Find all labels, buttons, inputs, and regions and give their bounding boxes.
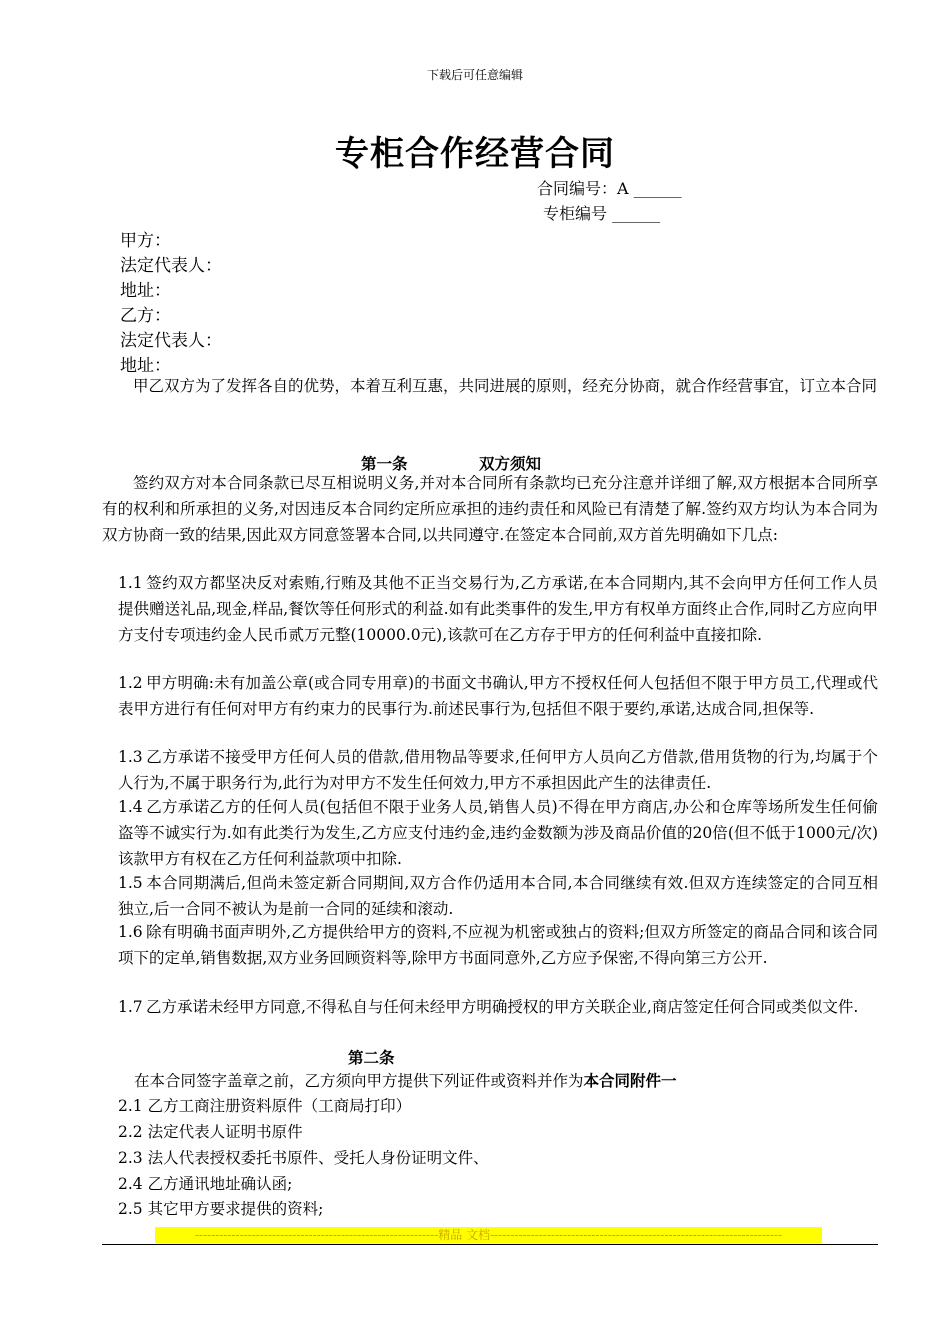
clause-text: 甲方明确:未有加盖公章(或合同专用章)的书面文书确认,甲方不授权任何人包括但不限于甲方员工,代理或代表甲方进行有任何对甲方有约束力的民事行为.前述民事行为,包括但不限于要约,承诺,达成合同,担保等. (118, 674, 878, 718)
clause-1-4 (118, 794, 878, 872)
party-b-representative: 法定代表人： (120, 331, 222, 351)
article2-intro (134, 1068, 677, 1094)
clause-number: 1.2 (118, 674, 143, 692)
clause-number: 1.4 (118, 798, 143, 816)
party-a-representative: 法定代表人： (120, 256, 222, 276)
article2-item-2-3: 2.3 法人代表授权委托书原件、受托人身份证明文件、 (118, 1149, 489, 1167)
article1-subheading: 双方须知 (479, 454, 542, 473)
clause-text: 乙方承诺乙方的任何人员(包括但不限于业务人员,销售人员)不得在甲方商店,办公和仓库等场所发生任何偷盗等不诚实行为.如有此类行为发生,乙方应支付违约金,违约金数额为涉及商品价值的20倍(但不低于1000元/次)该款甲方有权在乙方任何利益款项中扣除. (118, 798, 878, 868)
clause-text: 乙方承诺未经甲方同意,不得私自与任何未经甲方明确授权的甲方关联企业,商店签定任何合同或类似文件. (146, 998, 859, 1016)
clause-1-6 (118, 919, 878, 971)
clause-number: 1.5 (118, 874, 143, 892)
clause-text: 签约双方都坚决反对索贿,行贿及其他不正当交易行为,乙方承诺,在本合同期内,其不会向甲方任何工作人员提供赠送礼品,现金,样品,餐饮等任何形式的利益.如有此类事件的发生,甲方有权单方面终止合作,同时乙方应向甲方支付专项违约金人民币贰万元整(10000.0元),该款可在乙方存于甲方的任何利益中直接扣除. (118, 574, 878, 644)
article1-heading: 第一条 (361, 454, 408, 473)
party-b-address: 地址： (120, 356, 171, 376)
clause-1-5 (118, 870, 878, 922)
clause-1-2 (118, 670, 878, 722)
clause-number: 1.1 (118, 574, 143, 592)
party-b: 乙方： (120, 306, 171, 326)
article2-item-2-4: 2.4 乙方通讯地址确认函; (118, 1175, 293, 1193)
intro-paragraph: 甲乙双方为了发挥各自的优势，本着互利互惠，共同进展的原则，经充分协商，就合作经营事宜，订立本合同 (133, 377, 878, 395)
document-title: 专柜合作经营合同 (335, 134, 615, 174)
clause-number: 1.7 (118, 998, 143, 1016)
article2-item-2-1: 2.1 乙方工商注册资料原件（工商局打印） (118, 1097, 412, 1115)
party-a-address: 地址： (120, 281, 171, 301)
article2-intro-bold: 本合同附件一 (583, 1071, 677, 1090)
clause-text: 除有明确书面声明外,乙方提供给甲方的资料,不应视为机密或独占的资料;但双方所签定的商品合同和该合同项下的定单,销售数据,双方业务回顾资料等,除甲方书面同意外,乙方应予保密,不得向第三方公开. (118, 923, 878, 967)
clause-number: 1.3 (118, 748, 143, 766)
party-a: 甲方： (120, 231, 171, 251)
contract-number: 合同编号：A ______ (537, 179, 682, 198)
article1-intro: 签约双方对本合同条款已尽互相说明义务,并对本合同所有条款均已充分注意并详细了解,双方根据本合同所享有的权利和所承担的义务,对因违反本合同约定所应承担的违约责任和风险已有清楚了解.签约双方均认为本合同为双方协商一致的结果,因此双方同意签署本合同,以共同遵守.在签定本合同前,双方首先明确如下几点: (102, 474, 878, 544)
header-note: 下载后可任意编辑 (426, 68, 523, 82)
article2-intro-text: 在本合同签字盖章之前，乙方须向甲方提供下列证件或资料并作为 (134, 1072, 584, 1090)
clause-text: 乙方承诺不接受甲方任何人员的借款,借用物品等要求,任何甲方人员向乙方借款,借用货物的行为,均属于个人行为,不属于职务行为,此行为对甲方不发生任何效力,甲方不承担因此产生的法律责任. (118, 748, 878, 792)
clause-text: 本合同期满后,但尚未签定新合同期间,双方合作仍适用本合同,本合同继续有效.但双方连续签定的合同互相独立,后一合同不被认为是前一合同的延续和滚动. (118, 874, 878, 918)
footer-divider (102, 1244, 878, 1245)
clause-1-1 (118, 570, 878, 648)
clause-number: 1.6 (118, 923, 143, 941)
article2-heading: 第二条 (348, 1048, 395, 1067)
footer-banner: ------------------------------------------------------------精品 文档------------------------------------------------------------------------ (155, 1227, 822, 1243)
article2-item-2-2: 2.2 法定代表人证明书原件 (118, 1123, 303, 1141)
article2-item-2-5: 2.5 其它甲方要求提供的资料; (118, 1200, 324, 1218)
clause-1-7 (118, 994, 878, 1020)
counter-number: 专柜编号 ______ (543, 204, 661, 223)
clause-1-3 (118, 744, 878, 796)
